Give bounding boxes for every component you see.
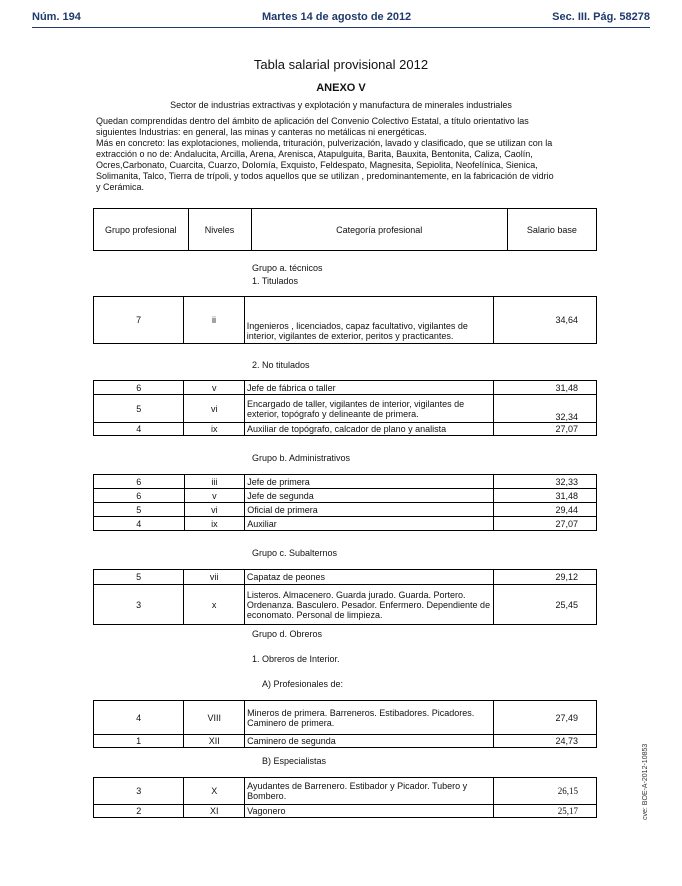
cell-grupo: 6 <box>94 489 185 503</box>
table-no-titulados <box>93 380 597 436</box>
cell-nivel: ix <box>184 423 245 436</box>
issue-number: Núm. 194 <box>32 11 81 23</box>
intro-line: Quedan comprendidas dentro del ámbito de aplicación del Convenio Colectivo Estatal, a título orientativo las <box>96 116 529 126</box>
intro-line: extracción o no de: Andalucita, Arcilla, Arena, Arenisca, Atapulguita, Barita, Bauxita, Bentonita, Caliza, Caolín, <box>96 149 533 159</box>
cell-categoria: Jefe de primera <box>245 475 494 489</box>
table-row <box>94 503 597 517</box>
cell-grupo: 1 <box>94 735 184 748</box>
col-salario: Salario base <box>507 209 596 251</box>
intro-line: Solimanita, Talco, Tierra de trípoli, y todos aquellos que se utilizan , predominantemente, en la fabricación de vidrio <box>96 171 554 181</box>
table-row <box>94 423 597 436</box>
cell-salario: 31,48 <box>494 381 597 395</box>
cell-salario: 25,45 <box>494 585 597 625</box>
table-row <box>94 805 597 818</box>
table-row <box>94 735 597 748</box>
page-header <box>32 8 650 26</box>
header-divider <box>32 27 650 28</box>
cell-salario: 34,64 <box>494 297 597 344</box>
cell-grupo: 6 <box>94 475 185 489</box>
cell-salario: 26,15 <box>494 778 597 805</box>
col-niveles: Niveles <box>188 209 251 251</box>
annex-title: ANEXO V <box>316 82 366 94</box>
cell-nivel: iii <box>184 475 245 489</box>
table-subalternos <box>93 569 597 625</box>
document-verification-code: cve: BOE-A-2012-10853 <box>642 743 649 820</box>
cell-categoria: Oficial de primera <box>245 503 494 517</box>
cell-grupo: 3 <box>94 778 184 805</box>
cell-nivel: ii <box>184 297 244 344</box>
cell-categoria: Encargado de taller, vigilantes de interior, vigilantes de exterior, topógrafo y delineante de primera. <box>245 395 494 423</box>
table-header <box>93 208 597 251</box>
intro-line: Ocres,Carbonato, Cuarcita, Cuarzo, Dolomía, Exquisto, Feldespato, Magnesita, Sepiolita, Neofelínica, Sienica, <box>96 160 538 170</box>
intro-line: siguientes Industrias: en general, las minas y canteras no metálicas ni energéticas. <box>96 127 427 137</box>
especialistas-label: B) Especialistas <box>262 756 327 766</box>
cell-categoria: Jefe de segunda <box>245 489 494 503</box>
cell-grupo: 5 <box>94 503 185 517</box>
cell-nivel: vi <box>184 503 245 517</box>
table-administrativos <box>93 474 597 531</box>
cell-grupo: 4 <box>94 423 184 436</box>
cell-categoria: Auxiliar de topógrafo, calcador de plano y analista <box>245 423 494 436</box>
group-d-label: Grupo d. Obreros <box>252 629 323 639</box>
cell-nivel: ix <box>184 517 245 531</box>
intro-line: y Cerámica. <box>96 182 145 192</box>
cell-salario: 31,48 <box>494 489 597 503</box>
sector-subtitle: Sector de industrias extractivas y explotación y manufactura de minerales industriales <box>170 100 512 110</box>
cell-categoria: Mineros de primera. Barreneros. Estibadores. Picadores. Caminero de primera. <box>245 701 494 735</box>
cell-categoria: Caminero de segunda <box>245 735 494 748</box>
table-especialistas <box>93 777 597 818</box>
group-c-label: Grupo c. Subalternos <box>252 548 338 558</box>
cell-nivel: XI <box>184 805 245 818</box>
table-row <box>94 297 597 344</box>
cell-salario: 27,07 <box>494 517 597 531</box>
intro-paragraph <box>96 116 596 193</box>
table-row <box>94 489 597 503</box>
table-row <box>94 395 597 423</box>
cell-categoria: Jefe de fábrica o taller <box>245 381 494 395</box>
intro-line: Más en concreto: las explotaciones, molienda, trituración, pulverización, lavado y clasificado, que se utilizan con la <box>96 138 553 148</box>
table-row <box>94 585 597 625</box>
cell-salario: 25,17 <box>494 805 597 818</box>
col-categoria: Categoría profesional <box>251 209 507 251</box>
cell-grupo: 6 <box>94 381 184 395</box>
cell-nivel: XII <box>184 735 245 748</box>
cell-salario: 29,44 <box>494 503 597 517</box>
obreros-interior-label: 1. Obreros de Interior. <box>252 654 340 664</box>
cell-grupo: 4 <box>94 701 184 735</box>
cell-grupo: 7 <box>94 297 184 344</box>
table-row <box>94 381 597 395</box>
table-row <box>94 517 597 531</box>
cell-nivel: x <box>184 585 245 625</box>
cell-nivel: v <box>184 489 245 503</box>
cell-grupo: 4 <box>94 517 185 531</box>
cell-nivel: v <box>184 381 245 395</box>
table-profesionales <box>93 700 597 748</box>
cell-salario: 32,33 <box>494 475 597 489</box>
cell-grupo: 5 <box>94 570 184 585</box>
cell-nivel: vi <box>184 395 245 423</box>
cell-salario: 27,49 <box>494 701 597 735</box>
profesionales-label: A) Profesionales de: <box>262 679 344 689</box>
cell-categoria: Ingenieros , licenciados, capaz facultativo, vigilantes de interior, vigilantes de exterior, peritos y practicantes. <box>244 297 493 344</box>
cell-nivel: VIII <box>184 701 245 735</box>
cell-categoria: Capataz de peones <box>244 570 493 585</box>
cell-nivel: vii <box>184 570 245 585</box>
cell-salario: 27,07 <box>494 423 597 436</box>
issue-date: Martes 14 de agosto de 2012 <box>262 11 412 23</box>
cell-grupo: 2 <box>94 805 184 818</box>
section-page: Sec. III. Pág. 58278 <box>552 11 650 23</box>
cell-grupo: 3 <box>94 585 184 625</box>
cell-nivel: X <box>184 778 245 805</box>
col-grupo: Grupo profesional <box>94 209 189 251</box>
cell-categoria: Auxiliar <box>245 517 494 531</box>
cell-categoria: Vagonero <box>245 805 494 818</box>
no-titulados-label: 2. No titulados <box>252 360 310 370</box>
cell-categoria: Listeros. Almacenero. Guarda jurado. Guarda. Portero. Ordenanza. Basculero. Pesador. Enfermero. Dependiente de economato. Personal de limpieza. <box>244 585 493 625</box>
cell-salario: 29,12 <box>494 570 597 585</box>
cell-salario: 24,73 <box>494 735 597 748</box>
table-row <box>94 475 597 489</box>
table-row <box>94 701 597 735</box>
table-titulados <box>93 296 597 344</box>
document-title: Tabla salarial provisional 2012 <box>253 57 429 72</box>
cell-salario: 32,34 <box>494 395 597 423</box>
cell-categoria: Ayudantes de Barrenero. Estibador y Picador. Tubero y Bombero. <box>245 778 494 805</box>
cell-grupo: 5 <box>94 395 184 423</box>
table-row <box>94 778 597 805</box>
table-row <box>94 570 597 585</box>
group-a-label: Grupo a. técnicos <box>252 263 323 273</box>
group-b-label: Grupo b. Administrativos <box>252 453 351 463</box>
titulados-label: 1. Titulados <box>252 276 299 286</box>
